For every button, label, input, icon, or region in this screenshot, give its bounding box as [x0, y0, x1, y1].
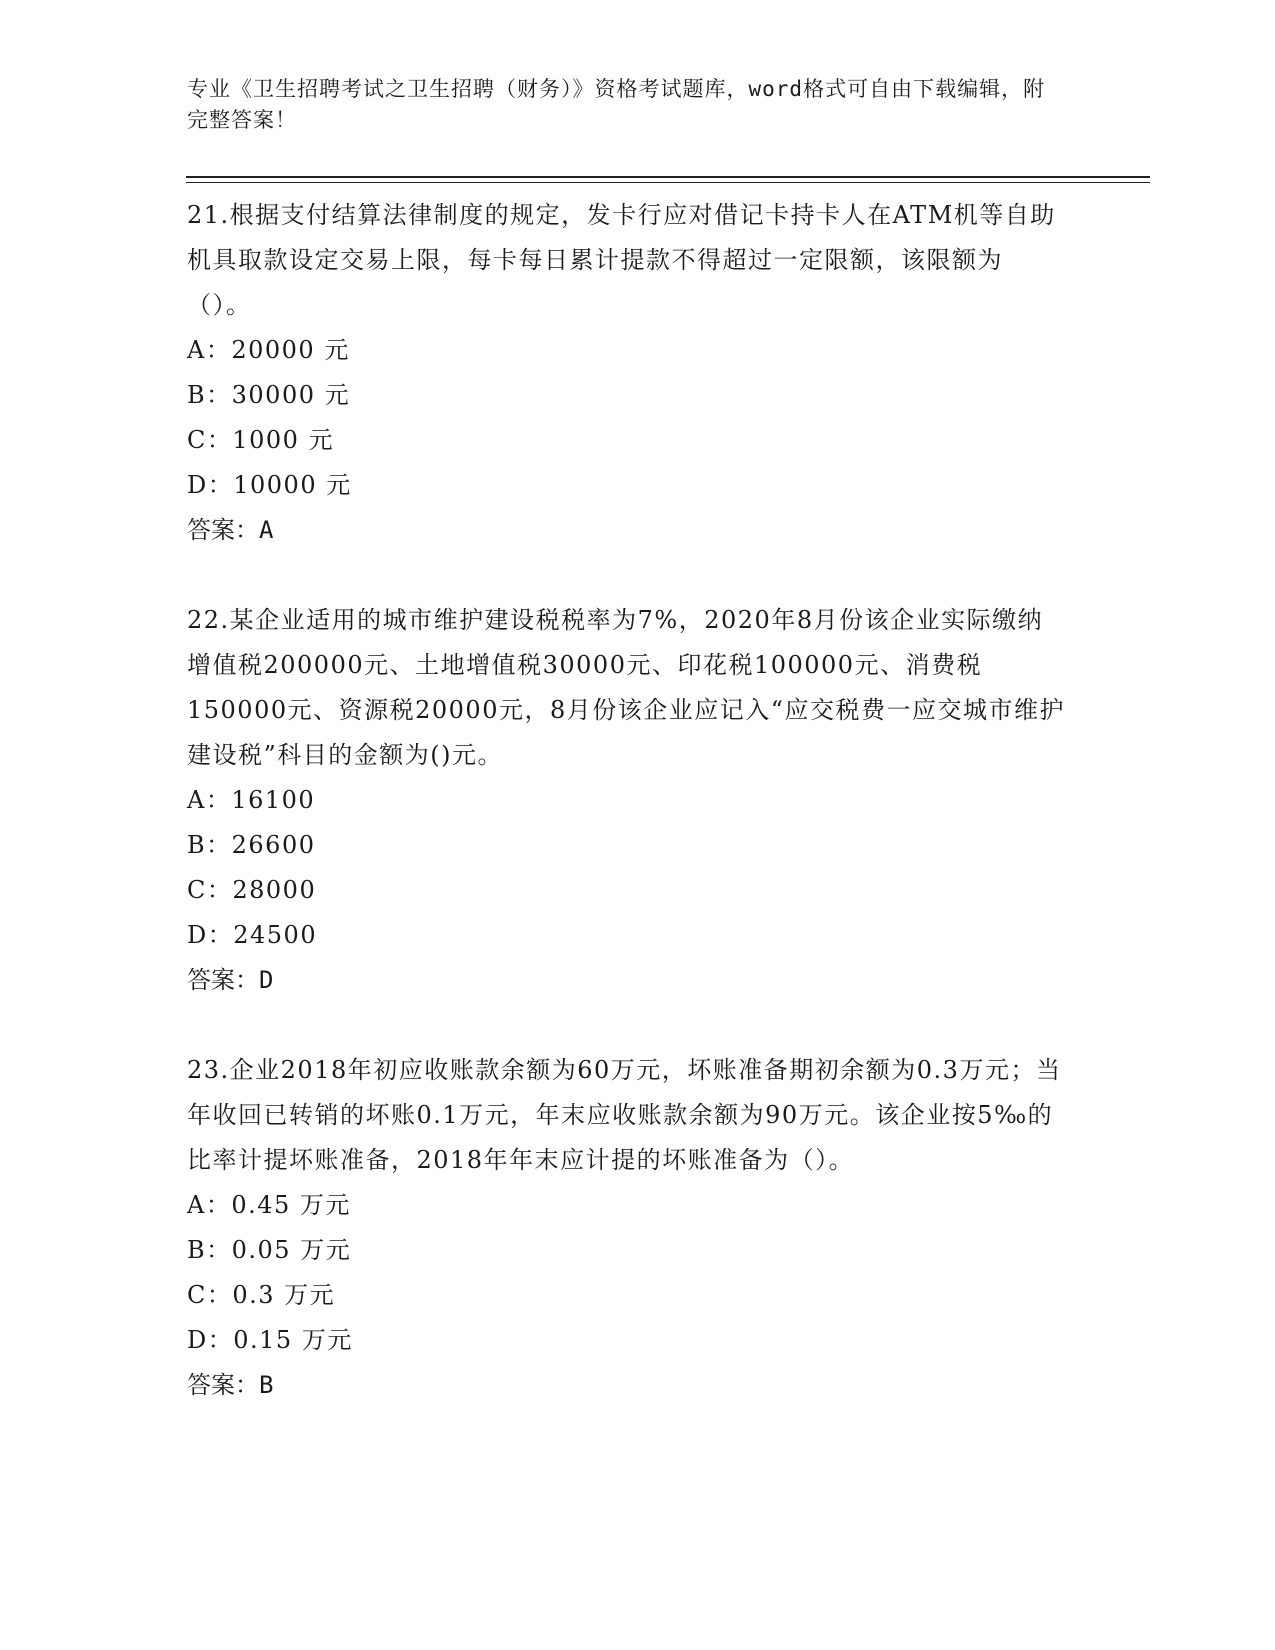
option-label: B： — [187, 381, 232, 409]
option-label: B： — [187, 831, 232, 859]
option-a — [187, 778, 1087, 823]
option-text: 30000 元 — [231, 381, 351, 409]
question-text: 23.企业2018年初应收账款余额为60万元，坏账准备期初余额为0.3万元；当年收回已转销的坏账0.1万元，年末应收账款余额为90万元。该企业按5‰的比率计提坏账准备，2018年年末应计提的坏账准备为（）。 — [187, 1056, 1062, 1174]
header-divider-thick — [186, 176, 1150, 178]
option-label: A： — [187, 336, 232, 364]
option-c — [187, 418, 1087, 463]
document-header: 专业《卫生招聘考试之卫生招聘（财务）》资格考试题库，word格式可自由下载编辑，附完整答案！ — [187, 77, 1046, 132]
option-text: 1000 元 — [232, 426, 335, 454]
question-21 — [187, 193, 1087, 553]
option-d — [187, 463, 1087, 508]
option-label: D： — [187, 1326, 234, 1354]
option-text: 10000 元 — [233, 471, 352, 499]
option-b — [187, 1228, 1087, 1273]
option-label: C： — [187, 876, 233, 904]
answer-line: 答案：A — [187, 516, 274, 544]
option-text: 26600 — [231, 831, 316, 859]
option-d — [187, 1318, 1087, 1363]
answer-line: 答案：D — [187, 966, 274, 994]
option-text: 0.15 万元 — [233, 1326, 353, 1354]
option-text: 0.45 万元 — [231, 1191, 351, 1219]
option-text: 0.3 万元 — [232, 1281, 336, 1309]
question-list — [187, 193, 1087, 1408]
header-divider-thin — [186, 182, 1150, 183]
option-label: D： — [187, 471, 234, 499]
question-text: 22.某企业适用的城市维护建设税税率为7%，2020年8月份该企业实际缴纳增值税200000元、土地增值税30000元、印花税100000元、消费税150000元、资源税20000元，8月份该企业应记入“应交税费一应交城市维护建设税”科目的金额为()元。 — [187, 606, 1066, 769]
option-d — [187, 913, 1087, 958]
option-label: A： — [187, 1191, 232, 1219]
option-text: 24500 — [233, 921, 318, 949]
option-b — [187, 823, 1087, 868]
option-text: 16100 — [231, 786, 316, 814]
option-label: B： — [187, 1236, 232, 1264]
option-label: C： — [187, 1281, 233, 1309]
option-text: 0.05 万元 — [231, 1236, 352, 1264]
answer-line: 答案：B — [187, 1371, 274, 1399]
option-label: D： — [187, 921, 234, 949]
option-text: 20000 元 — [231, 336, 350, 364]
option-a — [187, 1183, 1087, 1228]
question-spacer — [187, 553, 1087, 598]
option-a — [187, 328, 1087, 373]
question-23 — [187, 1048, 1087, 1408]
question-spacer — [187, 1003, 1087, 1048]
option-b — [187, 373, 1087, 418]
option-label: C： — [187, 426, 233, 454]
question-22 — [187, 598, 1087, 1003]
question-text: 21.根据支付结算法律制度的规定，发卡行应对借记卡持卡人在ATM机等自助机具取款设定交易上限，每卡每日累计提款不得超过一定限额，该限额为（）。 — [187, 201, 1056, 319]
option-text: 28000 — [232, 876, 317, 904]
option-c — [187, 868, 1087, 913]
option-label: A： — [187, 786, 232, 814]
option-c — [187, 1273, 1087, 1318]
